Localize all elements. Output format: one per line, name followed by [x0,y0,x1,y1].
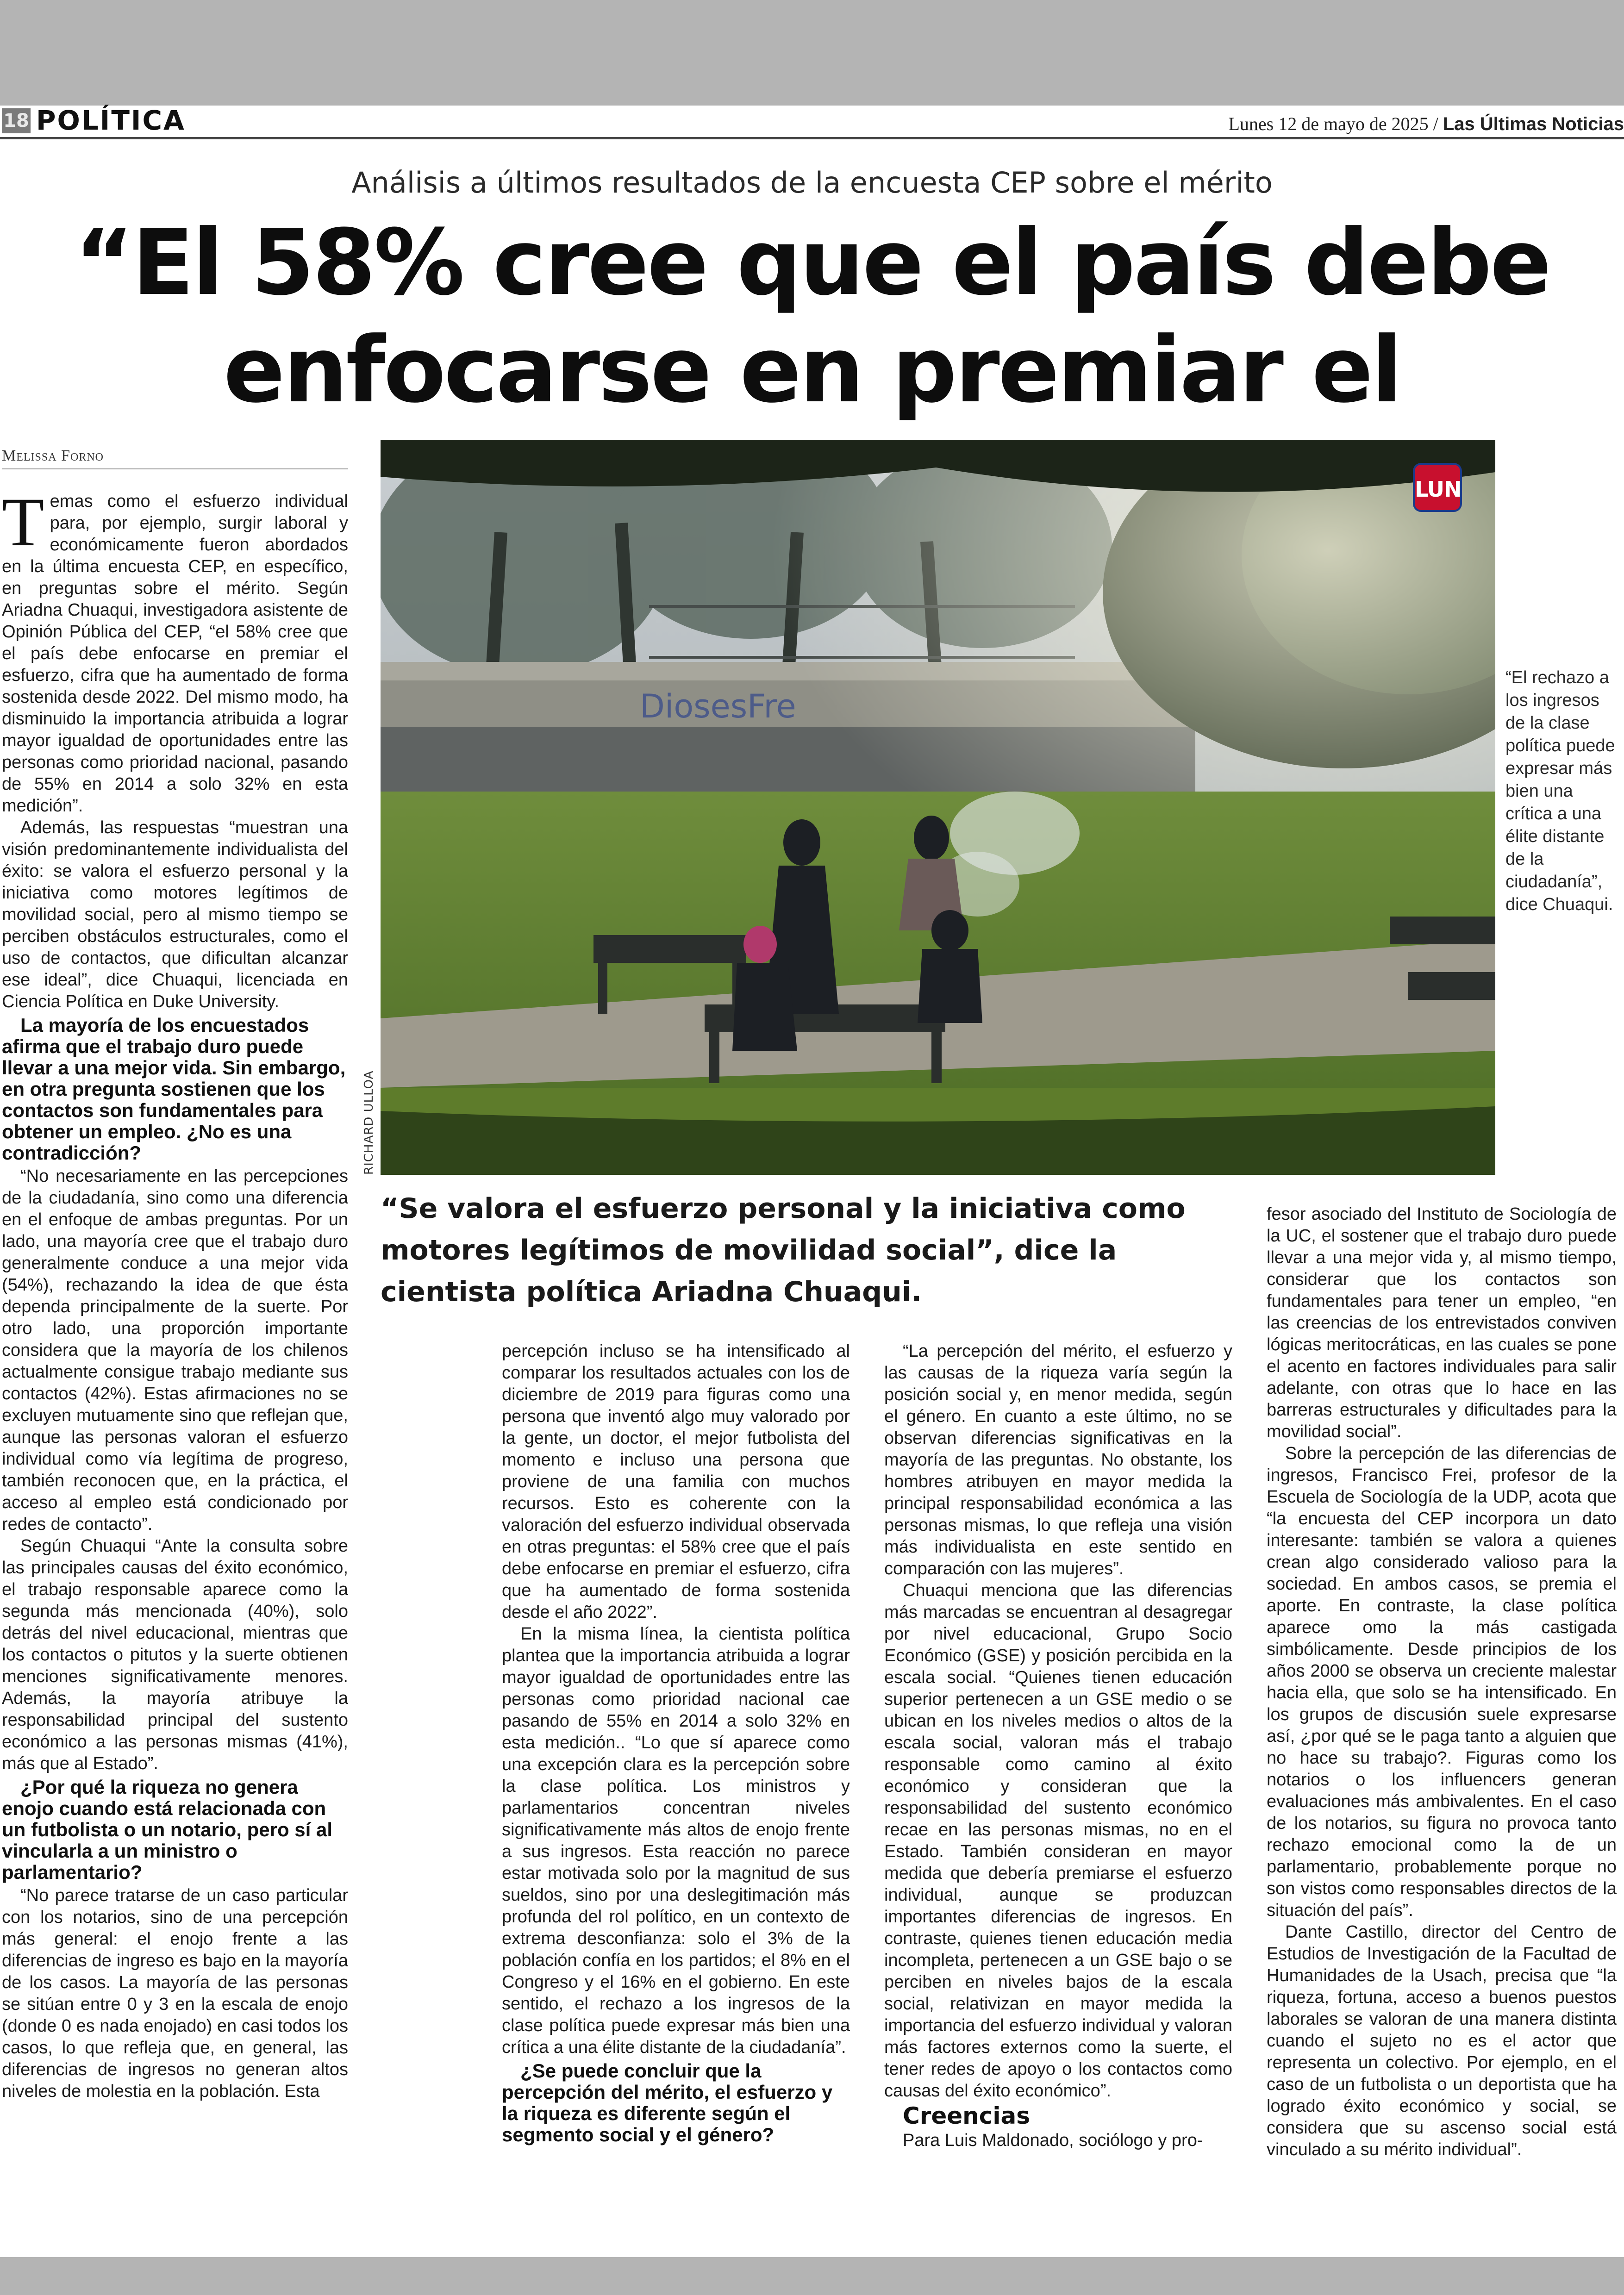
paragraph: fesor asociado del Instituto de Sociología de la UC, el sostener que el trabajo duro puede llevar a una mejor vida y, al mismo tiempo, considerar que los contactos son fundamentales para tener un empleo, “en las creencias de los entrevistados conviven lógicas meritocráticas, en las cuales se pone el acento en factores individuales para salir adelante, con otras que lo hace en las barreras estructurales y dificultades para la movilidad social”. [1267,1204,1617,1441]
park-scene-image [381,440,1495,1175]
section-subhead: Creencias [903,2102,1031,2129]
article-column-4 [1267,1204,1617,2161]
issue-date: Lunes 12 de mayo de 2025 [1228,113,1429,134]
paragraph: “La percepción del mérito, el esfuerzo y las causas de la riqueza varía según la posición social y, en menor medida, según el género. En cuanto a este último, no se observan diferencias significativas en la mayoría de las preguntas. No obstante, los hombres atribuyen en mayor medida la principal responsabilidad económica a las personas mismas, lo que refleja una visión más individualista en este sentido en comparación con las mujeres”. [884,1341,1232,1578]
paragraph: Además, las respuestas “muestran una visión predominantemente individualista del éxito: se valora el esfuerzo personal y la iniciativa como motores legítimos de movilidad social, pero al mismo tiempo se perciben obstáculos estructurales, como el uso de contactos, que dificultan alcanzar ese ideal”, dice Chuaqui, licenciada en Ciencia Política en Duke University. [2,818,348,1011]
interview-question: La mayoría de los encuestados afirma que el trabajo duro puede llevar a una mejor vida. Sin embargo, en otra pregunta sostienen que los contactos son fundamentales para obtener un empleo. ¿No es una contradicción? [2,1014,346,1164]
paragraph: Dante Castillo, director del Centro de Estudios de Investigación de la Facultad de Humanidades de la Usach, precisa que “la riqueza, fortuna, acceso a buenos puestos laborales se valoran de una manera distinta cuando el sujeto no es el actor que representa un colectivo. Por ejemplo, en el caso de un futbolista o un deportista que ha logrado éxito económico y social, se considera que su ascenso social está vinculado a su mérito individual”. [1267,1922,1617,2159]
drop-cap: T [2,484,44,561]
article-photo [381,440,1495,1175]
paragraph: Chuaqui menciona que las diferencias más marcadas se encuentran al desagregar por nivel educacional, Grupo Socio Económico (GSE) y posición percibida en la escala social. “Quienes tienen educación superior pertenecen a un GSE medio o se ubican en los niveles medios o altos de la escala social, valoran más el trabajo responsable como camino al éxito económico y consideran que la responsabilidad del sustento económico recae en las personas mismas, no en el Estado. También consideran en mayor medida que debería premiarse el esfuerzo individual, aunque se produzcan importantes diferencias de ingresos. En contraste, quienes tienen educación media incompleta, pertenecen a un GSE bajo o se perciben en niveles bajos de la escala social, relativizan en mayor medida la importancia del esfuerzo individual y valoran más factores externos como la suerte, el tener redes de apoyo o los contactos como causas del éxito económico”. [884,1581,1232,2101]
paragraph: Según Chuaqui “Ante la consulta sobre las principales causas del éxito económico, el trabajo responsable aparece como la segunda más mencionada (40%), solo detrás del nivel educacional, mientras que los contactos o pitutos y la suerte obtienen menciones significativamente menores. Además, la mayoría atribuye la responsabilidad principal del sustento económico a las personas mismas (41%), más que al Estado”. [2,1536,348,1773]
paragraph [2,484,348,817]
byline-rule [2,468,348,469]
article-kicker: Análisis a últimos resultados de la encuesta CEP sobre el mérito [351,166,1273,200]
dateline-separator: / [1433,113,1438,134]
side-quote: “El rechazo a los ingresos de la clase política puede expresar más bien una crítica a una élite distante de la ciudadanía”, dice Chuaqui. [1505,668,1615,914]
article-column-2 [502,1341,850,2147]
article-headline: “El 58% cree que el país debe enfocarse en premiar el [74,210,1550,423]
byline: Melissa Forno [2,447,104,464]
section-title: POLÍTICA [36,105,186,136]
publication-name: Las Últimas Noticias [1443,114,1624,134]
paragraph: “No necesariamente en las percepciones de la ciudadanía, sino como una diferencia en el enfoque de ambas preguntas. Por un lado, una mayoría cree que el trabajo duro generalmente conduce a una mejor vida (54%), rechazando la idea de que ésta dependa principalmente de la suerte. Por otro lado, una proporción importante considera que la mayoría de los chilenos actualmente consigue trabajo mediante sus contactos (42%). Estas afirmaciones no se excluyen mutuamente sino que reflejan que, aunque las personas valoran el esfuerzo individual como vía legítima de progreso, también reconocen que, en la práctica, el acceso al empleo está condicionado por redes de contacto”. [2,1166,348,1534]
bottom-gray-band [0,2257,1624,2295]
top-gray-band [0,0,1624,106]
paragraph: “No parece tratarse de un caso particular con los notarios, sino de una percepción más general: el enojo frente a las diferencias de ingreso es bajo en la mayoría de los casos. La mayoría de las personas se sitúan entre 0 y 3 en la escala de enojo (donde 0 es nada enojado) en casi todos los casos, lo que refleja que, en general, las diferencias de ingresos no generan altos niveles de molestia en la población. Esta [2,1886,348,2101]
interview-question: ¿Se puede concluir que la percepción del mérito, el esfuerzo y la riqueza es diferente según el segmento social y el género? [502,2060,833,2145]
article-column-1 [2,484,348,2102]
article-column-3 [884,1341,1232,2152]
page-number: 18 [2,108,31,133]
dateline [1228,113,1624,135]
paragraph: percepción incluso se ha intensificado al comparar los resultados actuales con los de diciembre de 2019 para figuras como una persona que inventó algo muy valorado por la gente, un doctor, el mejor futbolista del momento e incluso una persona que proviene de una familia con muchos recursos. Esto es coherente con la valoración del esfuerzo individual observada en otras preguntas: el 58% cree que el país debe enfocarse en premiar el esfuerzo, cifra que ha aumentado de forma sostenida desde el año 2022”. [502,1341,850,1622]
paragraph-text: emas como el esfuerzo individual para, por ejemplo, surgir laboral y económicamente fueron abordados en la última encuesta CEP, en específico, en preguntas sobre el mérito. Según Ariadna Chuaqui, investigadora asistente de Opinión Pública del CEP, “el 58% cree que el país debe enfocarse en premiar el esfuerzo, cifra que ha aumentado de forma sostenida desde 2022. Del mismo modo, ha disminuido la importancia atribuida a lograr mayor igualdad de oportunidades entre las personas como prioridad nacional, pasando de 55% en 2014 a solo 32% en esta medición”. [2,492,348,816]
paragraph: En la misma línea, la cientista política plantea que la importancia atribuida a lograr mayor igualdad de oportunidades entre las personas como prioridad nacional cae pasando de 55% en 2014 a solo 32% en esta medición.. “Lo que sí aparece como una excepción clara es la percepción sobre la clase política. Los ministros y parlamentarios concentran niveles significativamente más altos de enojo frente a sus ingresos. Esta reacción no parece estar motivada solo por la magnitud de sus sueldos, sino por una deslegitimación más profunda del rol político, en un contexto de extrema desconfianza: solo el 3% de la población confía en los partidos; el 8% en el Congreso y el 16% en el gobierno. En este sentido, el rechazo a los ingresos de la clase política puede expresar más bien una crítica a una élite distante de la ciudadanía”. [502,1624,850,2057]
lun-logo: LUN [1413,463,1462,512]
pull-quote: “Se valora el esfuerzo personal y la iniciativa como motores legítimos de movilidad social”, dice la cientista política Ariadna Chuaqui. [381,1192,1186,1308]
photo-credit: RICHARD ULLOA [362,1070,376,1175]
paragraph: Sobre la percepción de las diferencias de ingresos, Francisco Frei, profesor de la Escuela de Sociología de la UDP, acota que “la encuesta del CEP incorpora un dato interesante: también se valora a quienes crean algo considerado valioso para la sociedad. En ambos casos, se premia el aporte. En contraste, la clase política aparece omo la más castigada simbólicamente. Desde principios de los años 2000 se observa un creciente malestar hacia ella, que solo se ha intensificado. En los grupos de discusión suele expresarse así, ¿por qué se le paga tanto a alguien que no hace su trabajo?. Figuras como los notarios o los influencers generan evaluaciones más ambivalentes. En el caso de los notarios, su figura no provoca tanto rechazo emocional como la de un parlamentario, probablemente porque no son vistos como responsables directos de la situación del país”. [1267,1444,1617,1920]
header-rule [0,137,1624,139]
interview-question: ¿Por qué la riqueza no genera enojo cuando está relacionada con un futbolista o un notario, pero sí al vincularla a un ministro o parlamentario? [2,1776,332,1883]
paragraph: Para Luis Maldonado, sociólogo y pro- [903,2131,1203,2150]
